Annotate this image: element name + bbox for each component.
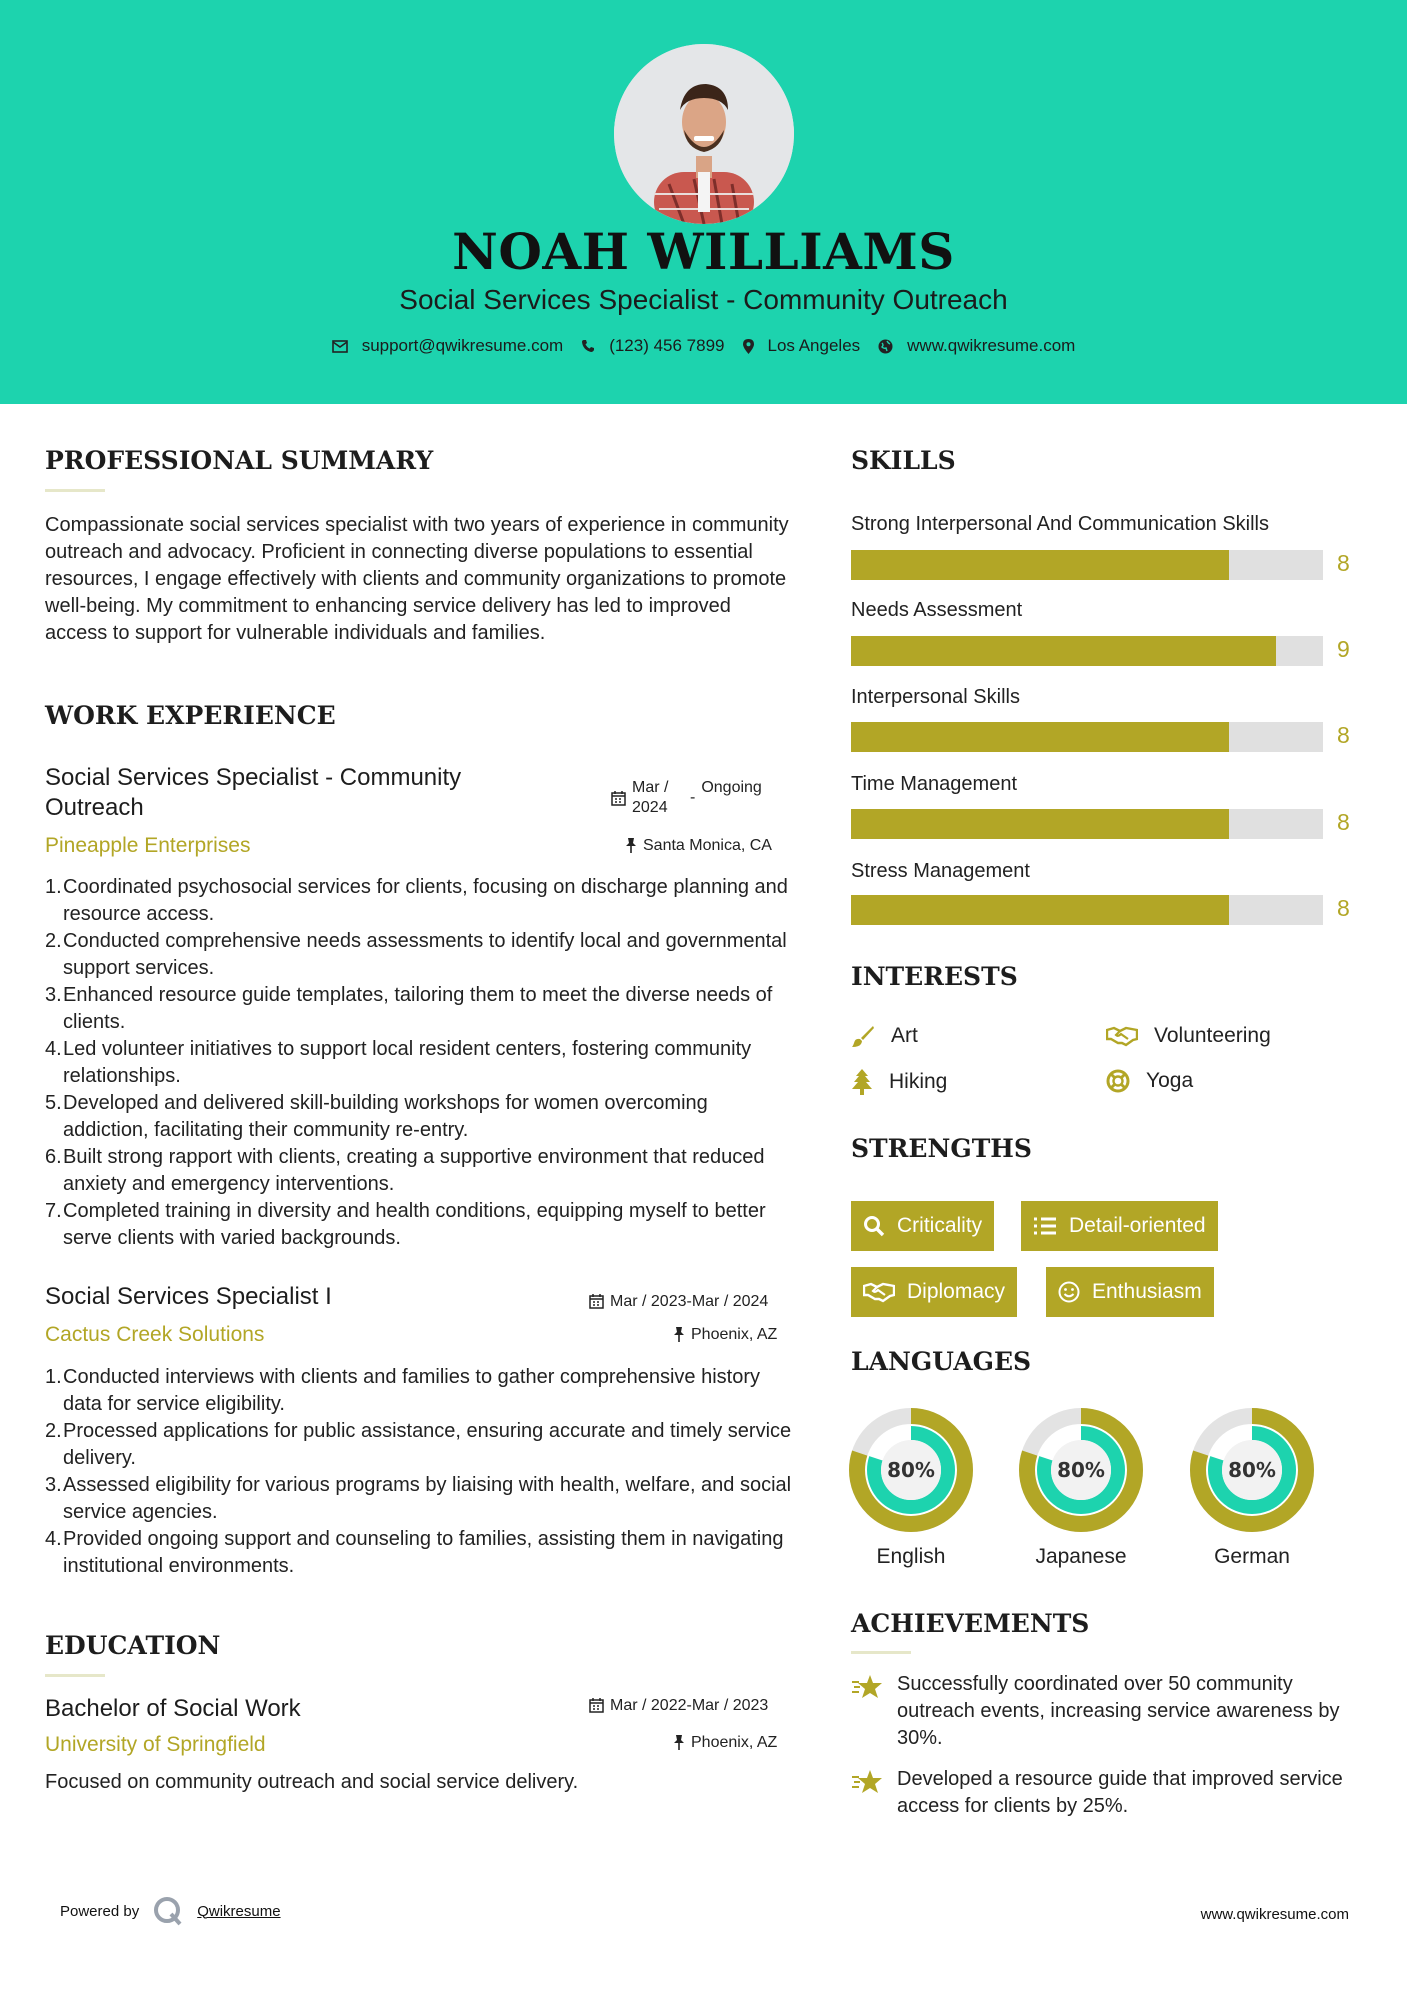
skill-bar-fill xyxy=(851,809,1229,839)
skill-value: 8 xyxy=(1337,722,1350,748)
job-bullets xyxy=(45,874,795,1252)
interest-item: Hiking xyxy=(851,1069,947,1095)
school-name: University of Springfield xyxy=(45,1733,266,1756)
calendar-icon xyxy=(589,1293,604,1309)
list-item: 6. Built strong rapport with clients, creating a supportive environment that reduced anxiety and emergency interventions. xyxy=(45,1146,765,1195)
language-name: English xyxy=(876,1545,946,1568)
strength-tag: Criticality xyxy=(851,1201,994,1251)
contact-bar xyxy=(0,336,1407,356)
pin-icon xyxy=(673,1734,685,1750)
skill-value: 9 xyxy=(1337,636,1350,662)
job-date-end: Ongoing xyxy=(701,779,762,796)
skill-name: Interpersonal Skills xyxy=(851,686,1020,708)
skill-value: 8 xyxy=(1337,895,1350,921)
education-location: Phoenix, AZ xyxy=(673,1734,777,1752)
education-divider xyxy=(45,1674,105,1677)
interests-heading: INTERESTS xyxy=(851,962,1018,991)
contact-phone[interactable]: (123) 456 7899 xyxy=(609,336,725,355)
skill-bar-fill xyxy=(851,895,1229,925)
contact-website[interactable]: www.qwikresume.com xyxy=(907,336,1076,355)
skill-bar-fill xyxy=(851,550,1229,580)
job-title: Social Services Specialist - Community Outreach xyxy=(45,764,462,821)
language-percent-label: 80% xyxy=(1228,1458,1276,1482)
achievements-heading: ACHIEVEMENTS xyxy=(851,1609,1090,1638)
language-donut xyxy=(1190,1408,1314,1532)
strength-tag: Enthusiasm xyxy=(1046,1267,1214,1317)
job-location: Santa Monica, CA xyxy=(625,837,772,855)
pin-icon xyxy=(673,1326,685,1342)
interest-item: Art xyxy=(851,1024,918,1048)
skills-heading: SKILLS xyxy=(851,446,956,475)
job-bullets xyxy=(45,1364,795,1580)
contact-email[interactable]: support@qwikresume.com xyxy=(361,336,564,355)
language-name: German xyxy=(1214,1545,1290,1568)
list-item: 3. Assessed eligibility for various programs by liaising with health, welfare, and social service agencies. xyxy=(45,1474,792,1523)
footer-website[interactable]: www.qwikresume.com xyxy=(1200,1906,1349,1923)
skill-value: 8 xyxy=(1337,809,1350,835)
calendar-icon xyxy=(589,1697,604,1713)
skill-bar xyxy=(851,809,1323,839)
skill-name: Strong Interpersonal And Communication Skills xyxy=(851,513,1269,535)
education-date: Mar / 2022-Mar / 2023 xyxy=(589,1697,768,1715)
job-date xyxy=(611,778,763,818)
handshake-icon xyxy=(1106,1025,1138,1047)
language-item xyxy=(1019,1408,1143,1537)
interest-item: Yoga xyxy=(1106,1069,1193,1093)
education-heading: EDUCATION xyxy=(45,1631,221,1660)
skill-value: 8 xyxy=(1337,550,1350,576)
list-item: 4. Provided ongoing support and counseling to families, assisting them in navigating institutional environments. xyxy=(45,1528,784,1577)
language-donut xyxy=(1019,1408,1143,1532)
globe-icon xyxy=(878,339,893,354)
job-location: Phoenix, AZ xyxy=(673,1326,777,1344)
envelope-icon xyxy=(332,340,348,353)
tree-icon xyxy=(851,1069,873,1095)
job-title: Social Services Specialist I xyxy=(45,1283,332,1310)
paintbrush-icon xyxy=(851,1024,875,1048)
job-date: Mar / 2023-Mar / 2024 xyxy=(589,1293,768,1311)
achievement-item: Successfully coordinated over 50 community outreach events, increasing service awareness by 30%. xyxy=(851,1671,1371,1752)
language-percent-label: 80% xyxy=(887,1458,935,1482)
list-item: 1. Conducted interviews with clients and families to gather comprehensive history data for service eligibility. xyxy=(45,1366,761,1415)
summary-divider xyxy=(45,489,105,492)
footer-brand-link[interactable]: Qwikresume xyxy=(197,1902,281,1920)
search-icon xyxy=(863,1215,885,1237)
skill-bar xyxy=(851,722,1323,752)
skill-bar-fill xyxy=(851,636,1276,666)
phone-icon xyxy=(581,339,595,353)
strengths-heading: STRENGTHS xyxy=(851,1134,1032,1163)
contact-location: Los Angeles xyxy=(767,336,861,355)
degree-title: Bachelor of Social Work xyxy=(45,1695,301,1722)
list-item: 1. Coordinated psychosocial services for clients, focusing on discharge planning and resource access. xyxy=(45,876,788,925)
skill-bar xyxy=(851,636,1323,666)
job-date-sep: - xyxy=(690,789,696,806)
languages-heading: LANGUAGES xyxy=(851,1347,1032,1376)
candidate-name: NOAH WILLIAMS xyxy=(452,222,955,281)
calendar-icon xyxy=(611,790,626,806)
language-item xyxy=(849,1408,973,1537)
handshake-icon xyxy=(863,1281,895,1303)
summary-heading: PROFESSIONAL SUMMARY xyxy=(45,446,434,475)
list-item: 3. Enhanced resource guide templates, tailoring them to meet the diverse needs of clients. xyxy=(45,984,773,1033)
list-icon xyxy=(1033,1216,1057,1236)
summary-text: Compassionate social services specialist with two years of experience in community outreach and advocacy. Proficient in connecting diverse populations to essential resources, I engage effectively with clients and community organizations to promote well-being. My commitment to enhancing service delivery has led to improved access to support for vulnerable individuals and families. xyxy=(45,514,789,644)
profile-photo xyxy=(614,44,794,224)
list-item: 7. Completed training in diversity and health conditions, equipping myself to better serve clients with varied backgrounds. xyxy=(45,1200,766,1249)
strength-tag: Detail-oriented xyxy=(1021,1201,1218,1251)
pin-icon xyxy=(625,837,637,853)
list-item: 5. Developed and delivered skill-building workshops for women overcoming addiction, facilitating their community re-entry. xyxy=(45,1092,708,1141)
qwikresume-logo-icon xyxy=(153,1896,183,1926)
list-item: 2. Processed applications for public assistance, ensuring accurate and timely service delivery. xyxy=(45,1420,792,1469)
skill-bar xyxy=(851,550,1323,580)
footer-powered-by: Powered by Qwikresume xyxy=(60,1896,281,1926)
map-marker-icon xyxy=(743,339,754,354)
skill-name: Stress Management xyxy=(851,860,1030,882)
skill-bar xyxy=(851,895,1323,925)
language-donut xyxy=(849,1408,973,1532)
interest-item: Volunteering xyxy=(1106,1024,1271,1048)
star-icon xyxy=(851,1768,883,1796)
achievement-item: Developed a resource guide that improved service access for clients by 25%. xyxy=(851,1766,1371,1820)
achievements-divider xyxy=(851,1651,911,1654)
star-icon xyxy=(851,1673,883,1701)
list-item: 2. Conducted comprehensive needs assessments to identify local and governmental support services. xyxy=(45,930,787,979)
skill-name: Time Management xyxy=(851,773,1017,795)
header-banner xyxy=(0,0,1407,404)
language-name: Japanese xyxy=(1035,1545,1127,1568)
lifering-icon xyxy=(1106,1069,1130,1093)
company-name: Pineapple Enterprises xyxy=(45,834,251,857)
company-name: Cactus Creek Solutions xyxy=(45,1323,265,1346)
language-item xyxy=(1190,1408,1314,1537)
list-item: 4. Led volunteer initiatives to support local resident centers, fostering community relationships. xyxy=(45,1038,752,1087)
candidate-title: Social Services Specialist - Community Outreach xyxy=(399,284,1008,315)
education-description: Focused on community outreach and social service delivery. xyxy=(45,1771,579,1793)
strength-tag: Diplomacy xyxy=(851,1267,1017,1317)
job-date-start: Mar / 2024 xyxy=(632,779,669,816)
skill-bar-fill xyxy=(851,722,1229,752)
experience-heading: WORK EXPERIENCE xyxy=(45,701,336,730)
smile-icon xyxy=(1058,1281,1080,1303)
language-percent-label: 80% xyxy=(1057,1458,1105,1482)
skill-name: Needs Assessment xyxy=(851,599,1023,621)
